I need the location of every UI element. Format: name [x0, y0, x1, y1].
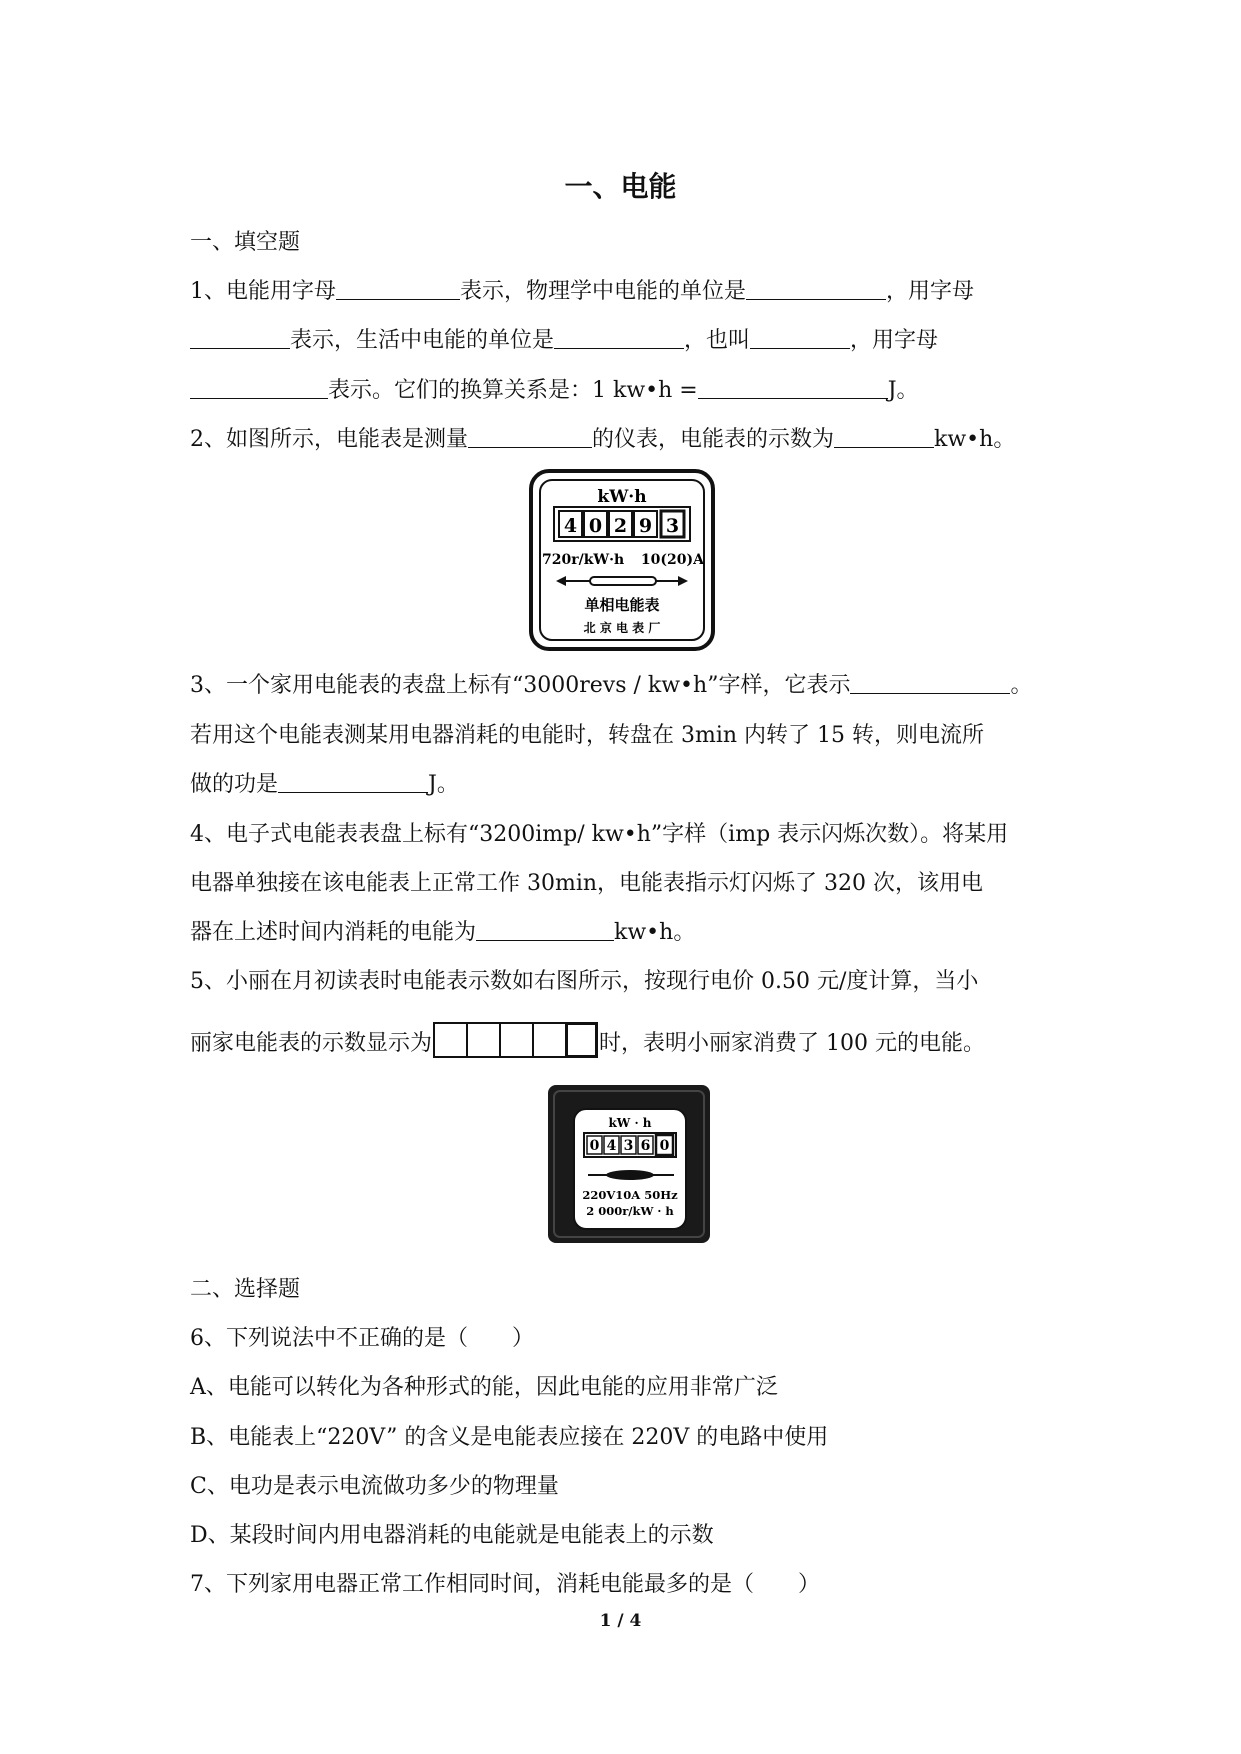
answer-digit-box[interactable]: [532, 1022, 565, 1058]
answer-digit-box[interactable]: [466, 1022, 499, 1058]
question-6-option-d[interactable]: D、某段时间内用电器消耗的电能就是电能表上的示数: [190, 1523, 714, 1548]
meter-1-digit: 3: [665, 515, 680, 537]
question-6-stem: 6、下列说法中不正确的是（ ）: [190, 1326, 534, 1351]
answer-blank[interactable]: [190, 326, 290, 349]
section-heading-fill-in: 一、填空题: [190, 230, 301, 255]
meter-reading-answer-boxes[interactable]: [433, 1022, 598, 1064]
answer-blank[interactable]: [698, 376, 888, 399]
q3-text: J。: [428, 772, 459, 797]
question-3-line-1: [190, 668, 1032, 699]
meter-2-rating-voltage: 220V10A 50Hz: [582, 1188, 678, 1202]
answer-blank[interactable]: [746, 277, 886, 300]
meter-1-rating-revs: 720r/kW·h: [542, 552, 625, 568]
meter-2-rating-revs: 2 000r/kW · h: [586, 1204, 674, 1218]
meter-2-digit: 0: [659, 1138, 670, 1154]
meter-1-maker: 北 京 电 表 厂: [583, 621, 661, 635]
question-1-line-2: [190, 323, 938, 354]
answer-digit-box[interactable]: [499, 1022, 532, 1058]
meter-1-unit: kW·h: [597, 487, 647, 507]
question-6-option-a[interactable]: A、电能可以转化为各种形式的能，因此电能的应用非常广泛: [190, 1375, 778, 1400]
q1-text: 表示。它们的换算关系是：1 kw•h =: [328, 378, 698, 403]
electric-meter-2-figure: [546, 1083, 712, 1245]
answer-blank[interactable]: [834, 425, 934, 448]
q5-text: 丽家电能表的示数显示为: [190, 1031, 433, 1056]
q3-text: 3、一个家用电能表的表盘上标有“3000revs / kw•h”字样，它表示: [190, 673, 851, 698]
question-3-line-3: [190, 767, 459, 798]
q1-text: 表示，生活中电能的单位是: [290, 328, 555, 353]
q2-text: kw•h。: [934, 427, 1016, 452]
meter-2-digit: 4: [606, 1138, 617, 1154]
electric-meter-1-figure: [528, 468, 716, 652]
q5-text: 时，表明小丽家消费了 100 元的电能。: [599, 1031, 985, 1056]
meter-1-digit: 4: [563, 515, 578, 537]
page-title: 一、电能: [564, 170, 677, 203]
q2-text: 的仪表，电能表的示数为: [592, 427, 835, 452]
q1-text: 1、电能用字母: [190, 279, 336, 304]
answer-blank[interactable]: [336, 277, 460, 300]
meter-1-rating-current: 10(20)A: [640, 552, 704, 568]
q4-text: 器在上述时间内消耗的电能为: [190, 920, 477, 945]
question-5-line-2: [190, 1022, 985, 1064]
meter-2-digit: 6: [640, 1138, 651, 1154]
q1-text: J。: [887, 378, 919, 403]
question-3-line-2: 若用这个电能表测某用电器消耗的电能时，转盘在 3min 内转了 15 转，则电流所: [190, 723, 985, 748]
q1-text: 表示，物理学中电能的单位是: [460, 279, 747, 304]
question-4-line-3: [190, 915, 695, 946]
meter-1-digit: 0: [588, 515, 603, 537]
q1-text: ，用字母: [850, 328, 939, 353]
q3-text: 。: [1010, 673, 1033, 698]
question-5-line-1: 5、小丽在月初读表时电能表示数如右图所示，按现行电价 0.50 元/度计算，当小: [190, 969, 979, 994]
meter-1-name: 单相电能表: [584, 596, 660, 614]
question-7-stem: 7、下列家用电器正常工作相同时间，消耗电能最多的是（ ）: [190, 1572, 820, 1597]
meter-2-digit: 0: [589, 1138, 600, 1154]
q1-text: ，也叫: [684, 328, 751, 353]
answer-blank[interactable]: [476, 918, 614, 941]
meter-2-unit: kW · h: [608, 1116, 652, 1130]
meter-1-digit: 2: [613, 515, 628, 537]
answer-blank[interactable]: [554, 326, 684, 349]
answer-decimal-box[interactable]: [565, 1022, 598, 1058]
question-6-option-b[interactable]: B、电能表上“220V” 的含义是电能表应接在 220V 的电路中使用: [190, 1425, 829, 1450]
answer-blank[interactable]: [190, 376, 328, 399]
question-4-line-2: 电器单独接在该电能表上正常工作 30min，电能表指示灯闪烁了 320 次，该用电: [190, 871, 984, 896]
q1-text: ，用字母: [886, 279, 975, 304]
answer-blank[interactable]: [278, 770, 428, 793]
answer-digit-box[interactable]: [433, 1022, 466, 1058]
q2-text: 2、如图所示，电能表是测量: [190, 427, 468, 452]
answer-blank[interactable]: [750, 326, 850, 349]
question-6-option-c[interactable]: C、电功是表示电流做功多少的物理量: [190, 1474, 559, 1499]
question-2: [190, 422, 1015, 453]
q3-text: 做的功是: [190, 772, 279, 797]
question-1-line-3: [190, 373, 919, 404]
meter-2-digit: 3: [623, 1138, 634, 1154]
answer-blank[interactable]: [468, 425, 592, 448]
q4-text: kw•h。: [614, 920, 696, 945]
answer-blank[interactable]: [850, 671, 1010, 694]
question-1-line-1: [190, 274, 974, 305]
question-4-line-1: 4、电子式电能表表盘上标有“3200imp/ kw•h”字样（imp 表示闪烁次数）。将某用: [190, 822, 1009, 847]
section-heading-multiple-choice: 二、选择题: [190, 1277, 301, 1302]
page-number: 1 / 4: [599, 1611, 642, 1631]
meter-1-digit: 9: [638, 515, 653, 537]
